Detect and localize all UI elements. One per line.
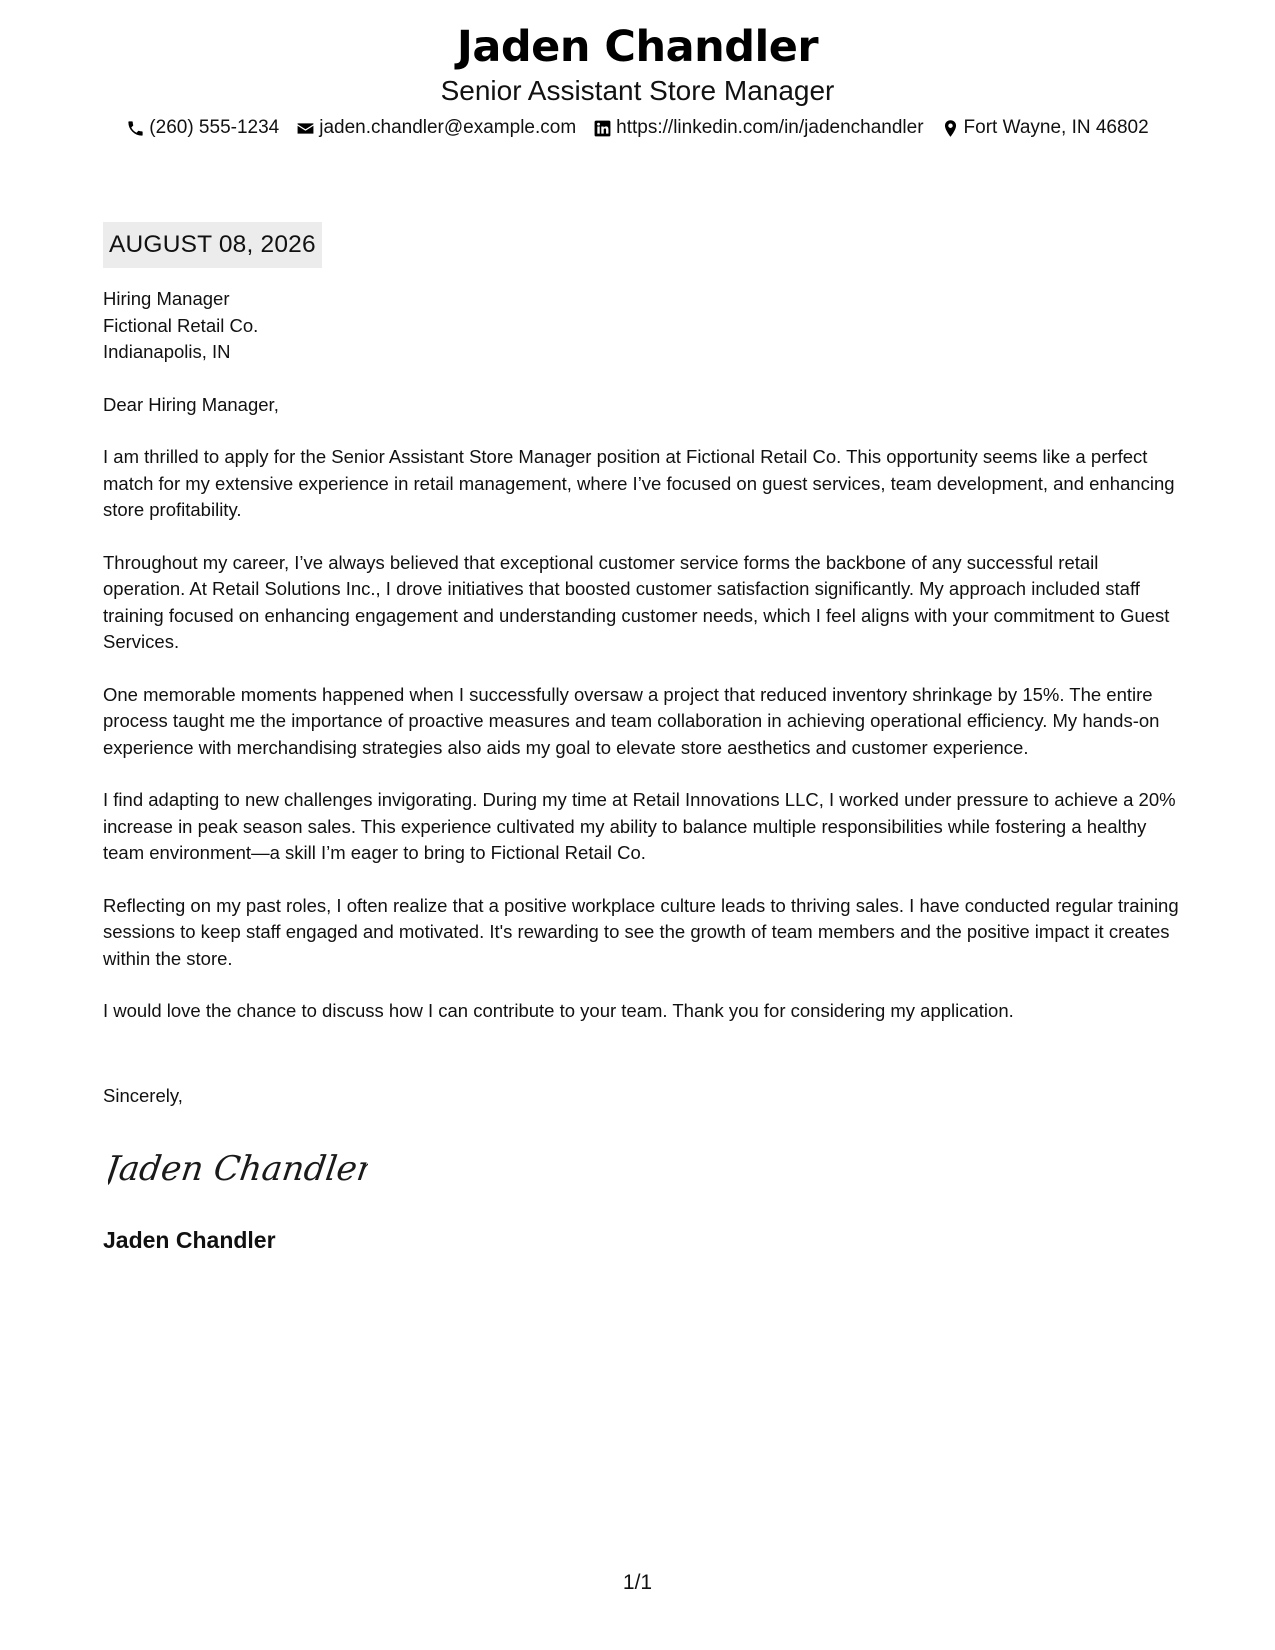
location-text: Fort Wayne, IN 46802	[963, 117, 1149, 138]
contact-location	[941, 116, 1149, 140]
page-number: 1/1	[622, 1571, 653, 1594]
phone-icon	[126, 119, 149, 138]
body-paragraph: I find adapting to new challenges invigorating. During my time at Retail Innovations LLC, I worked under pressure to achieve a 20% increase in peak season sales. This experience cultivated my ability to balance multiple responsibilities while fostering a healthy team environment—a skill I’m eager to bring to Fictional Retail Co.	[103, 789, 1176, 863]
recipient-line: Hiring Manager	[103, 288, 230, 309]
signer-name: Jaden Chandler	[103, 1227, 276, 1253]
email-text: jaden.chandler@example.com	[319, 117, 577, 138]
recipient-line: Indianapolis, IN	[103, 341, 231, 362]
letter-body	[103, 286, 1183, 1025]
body-paragraph: One memorable moments happened when I successfully oversaw a project that reduced inventory shrinkage by 15%. The entire process taught me the importance of proactive measures and team collaboration in achieving operational efficiency. My hands-on experience with merchandising strategies also aids my goal to elevate store aesthetics and customer experience.	[103, 683, 1160, 758]
recipient-line: Fictional Retail Co.	[103, 314, 259, 336]
applicant-title: Senior Assistant Store Manager	[440, 75, 835, 106]
body-paragraph: Throughout my career, I’ve always believed that exceptional customer service forms the backbone of any successful retail operation. At Retail Solutions Inc., I drove initiatives that boosted customer satisfaction significantly. My approach included staff training focused on enhancing engagement and understanding customer needs, which I feel aligns with your commitment to Guest Services.	[103, 551, 1170, 652]
linkedin-text: https://linkedin.com/in/jadenchandler	[616, 117, 924, 138]
signature-script: Jaden Chandler	[108, 1149, 368, 1189]
closing: Sincerely,	[103, 1085, 183, 1106]
salutation: Dear Hiring Manager,	[103, 393, 279, 415]
letter-header	[0, 20, 1275, 140]
linkedin-icon	[593, 119, 616, 138]
map-marker-icon	[941, 119, 964, 138]
phone-text: (260) 555-1234	[149, 117, 280, 138]
handwritten-signature	[108, 1138, 368, 1194]
recipient-block	[103, 286, 1183, 366]
contact-linkedin	[593, 116, 923, 140]
letter-date: AUGUST 08, 2026	[103, 222, 322, 268]
contact-email	[296, 116, 576, 140]
body-paragraph: Reflecting on my past roles, I often realize that a positive workplace culture leads to thriving sales. I have conducted regular training sessions to keep staff engaged and motivated. It's rewarding to see the growth of team members and the positive impact it creates within the store.	[103, 894, 1179, 969]
body-paragraph: I would love the chance to discuss how I can contribute to your team. Thank you for considering my application.	[103, 1000, 1014, 1021]
envelope-icon	[296, 119, 319, 138]
contact-phone	[126, 116, 279, 140]
body-paragraph: I am thrilled to apply for the Senior Assistant Store Manager position at Fictional Retail Co. This opportunity seems like a perfect match for my extensive experience in retail management, where I’ve focused on guest services, team development, and enhancing store profitability.	[103, 446, 1175, 520]
applicant-name: Jaden Chandler	[456, 22, 819, 72]
contact-bar	[0, 116, 1275, 140]
